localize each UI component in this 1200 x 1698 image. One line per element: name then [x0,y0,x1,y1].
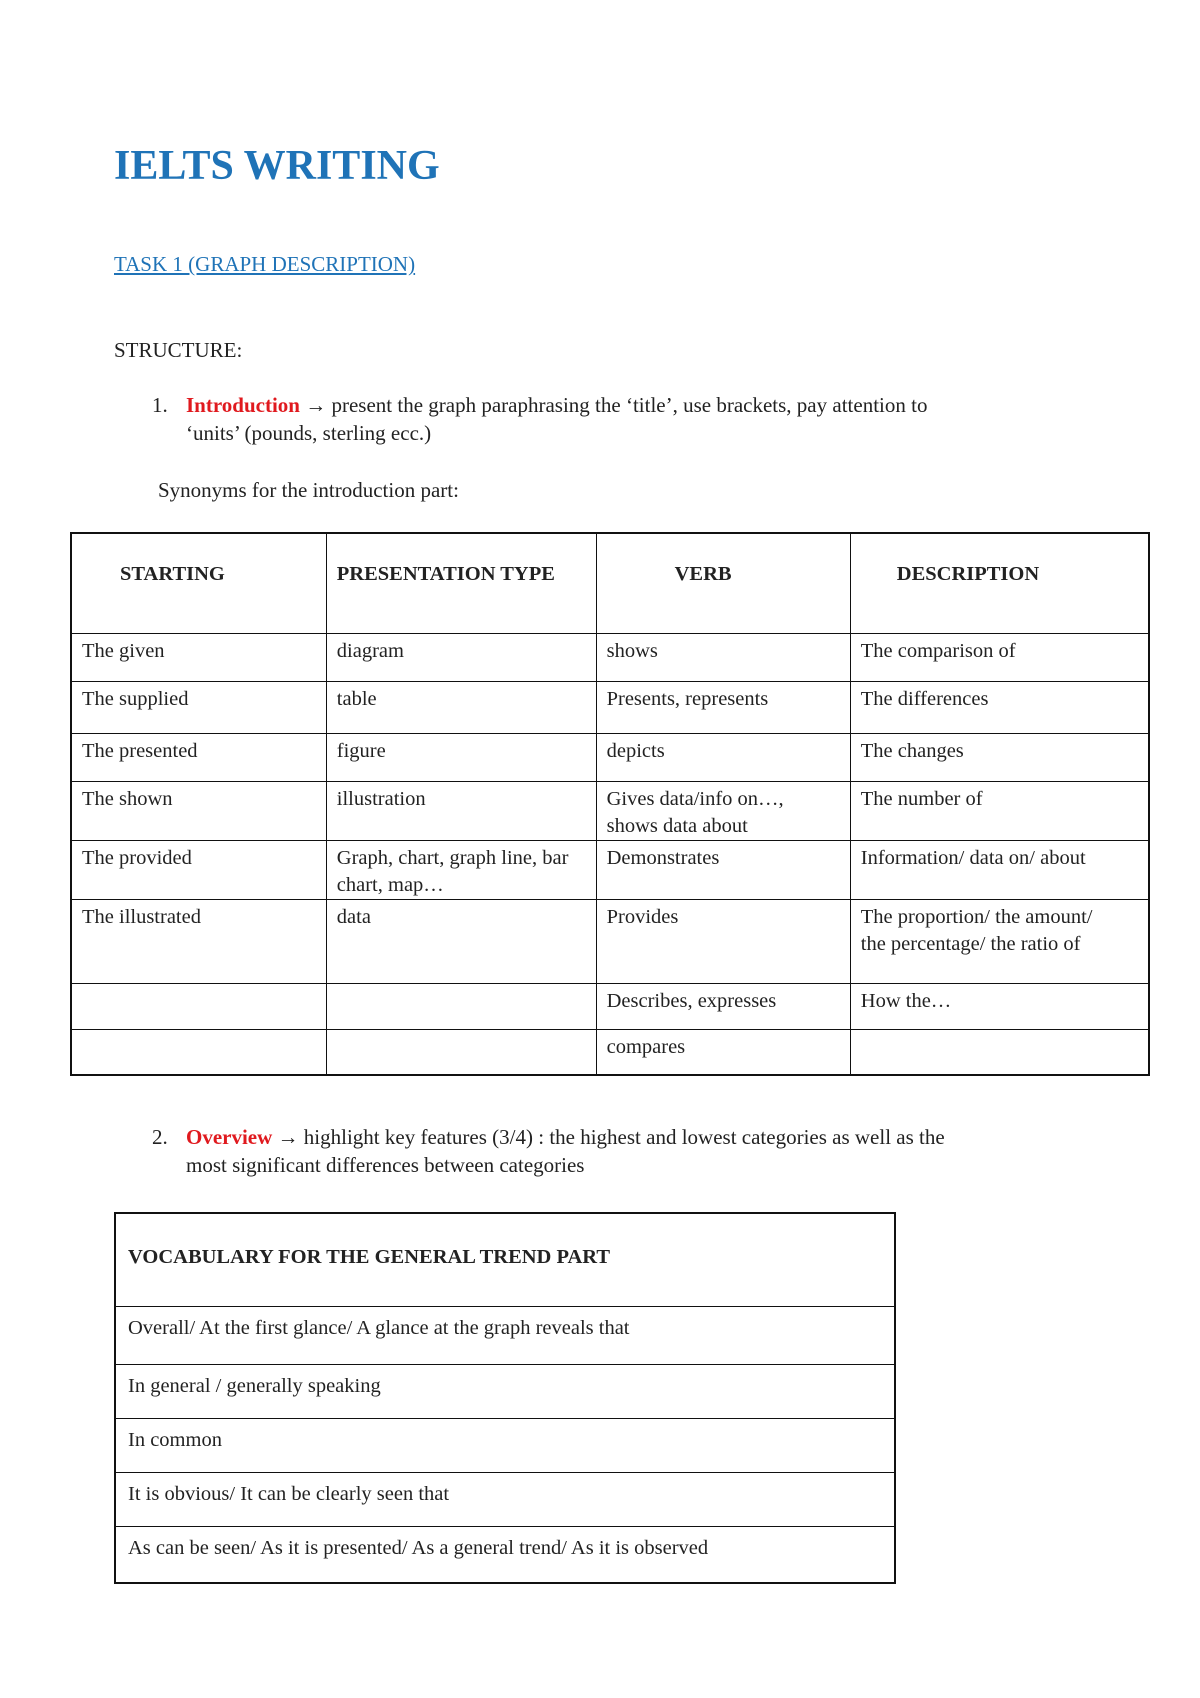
arrow-right-icon: → [277,1125,299,1149]
column-header-verb: VERB [596,533,850,633]
table-cell [850,1029,1149,1075]
table-cell [71,1029,326,1075]
table-cell: The number of [850,781,1149,840]
table-cell: The proportion/ the amount/ the percentage/ the ratio of [850,899,1149,983]
table-cell: Overall/ At the first glance/ A glance at the graph reveals that [115,1307,895,1365]
table-cell: The shown [71,781,326,840]
table-row [115,1419,895,1473]
list-body [186,1123,945,1179]
table-cell: Demonstrates [596,840,850,899]
list-number: 1. [152,393,168,417]
table-cell: The supplied [71,681,326,733]
table-cell: In general / generally speaking [115,1365,895,1419]
table-cell: How the… [850,983,1149,1029]
table-row [71,1029,1149,1075]
table-row [71,840,1149,899]
column-header-starting: STARTING [71,533,326,633]
table-cell: The differences [850,681,1149,733]
overview-heading: Overview [186,1125,273,1149]
table-cell: Describes, expresses [596,983,850,1029]
list-body [186,391,927,447]
list-item-overview [152,1123,1132,1181]
table-row [71,899,1149,983]
table-cell: shows [596,633,850,681]
introduction-synonyms-table [70,532,1150,1076]
table-cell: depicts [596,733,850,781]
synonyms-label: Synonyms for the introduction part: [158,478,459,502]
table-cell: Information/ data on/ about [850,840,1149,899]
list-item-introduction [152,391,1132,449]
table-cell [326,983,596,1029]
introduction-text-cont: ‘units’ (pounds, sterling ecc.) [186,421,432,445]
table-header-row [71,533,1149,633]
table-header-row [115,1213,895,1307]
table-cell: Gives data/info on…, shows data about [596,781,850,840]
table-row [71,983,1149,1029]
table-cell: The presented [71,733,326,781]
table-row [71,681,1149,733]
introduction-text: present the graph paraphrasing the ‘title’, use brackets, pay attention to [331,393,928,417]
table-cell [326,1029,596,1075]
structure-label: STRUCTURE: [114,338,243,362]
table-cell: Provides [596,899,850,983]
table-cell [71,983,326,1029]
list-number: 2. [152,1125,168,1149]
table-cell: illustration [326,781,596,840]
arrow-right-icon: → [305,393,327,417]
table-cell: diagram [326,633,596,681]
vocabulary-table-header: VOCABULARY FOR THE GENERAL TREND PART [115,1213,895,1307]
column-header-presentation-type: PRESENTATION TYPE [326,533,596,633]
column-header-description: DESCRIPTION [850,533,1149,633]
table-cell: The given [71,633,326,681]
table-cell: As can be seen/ As it is presented/ As a general trend/ As it is observed [115,1527,895,1583]
table-row [115,1473,895,1527]
table-cell: compares [596,1029,850,1075]
table-row [71,633,1149,681]
table-row [71,733,1149,781]
overview-text-cont: most significant differences between categories [186,1153,585,1177]
introduction-heading: Introduction [186,393,300,417]
table-row [71,781,1149,840]
table-cell: It is obvious/ It can be clearly seen that [115,1473,895,1527]
table-cell: table [326,681,596,733]
table-cell: The provided [71,840,326,899]
table-row [115,1307,895,1365]
table-row [115,1527,895,1583]
table-row [115,1365,895,1419]
table-cell: The changes [850,733,1149,781]
overview-text: highlight key features (3/4) : the highest and lowest categories as well as the [303,1125,945,1149]
table-cell: The illustrated [71,899,326,983]
table-cell: Presents, represents [596,681,850,733]
table-cell: In common [115,1419,895,1473]
table-cell: figure [326,733,596,781]
table-cell: Graph, chart, graph line, bar chart, map… [326,840,596,899]
document-title: IELTS WRITING [114,143,440,189]
task-subtitle: TASK 1 (GRAPH DESCRIPTION) [114,252,416,276]
table-cell: The comparison of [850,633,1149,681]
vocabulary-table [114,1212,896,1584]
table-cell: data [326,899,596,983]
